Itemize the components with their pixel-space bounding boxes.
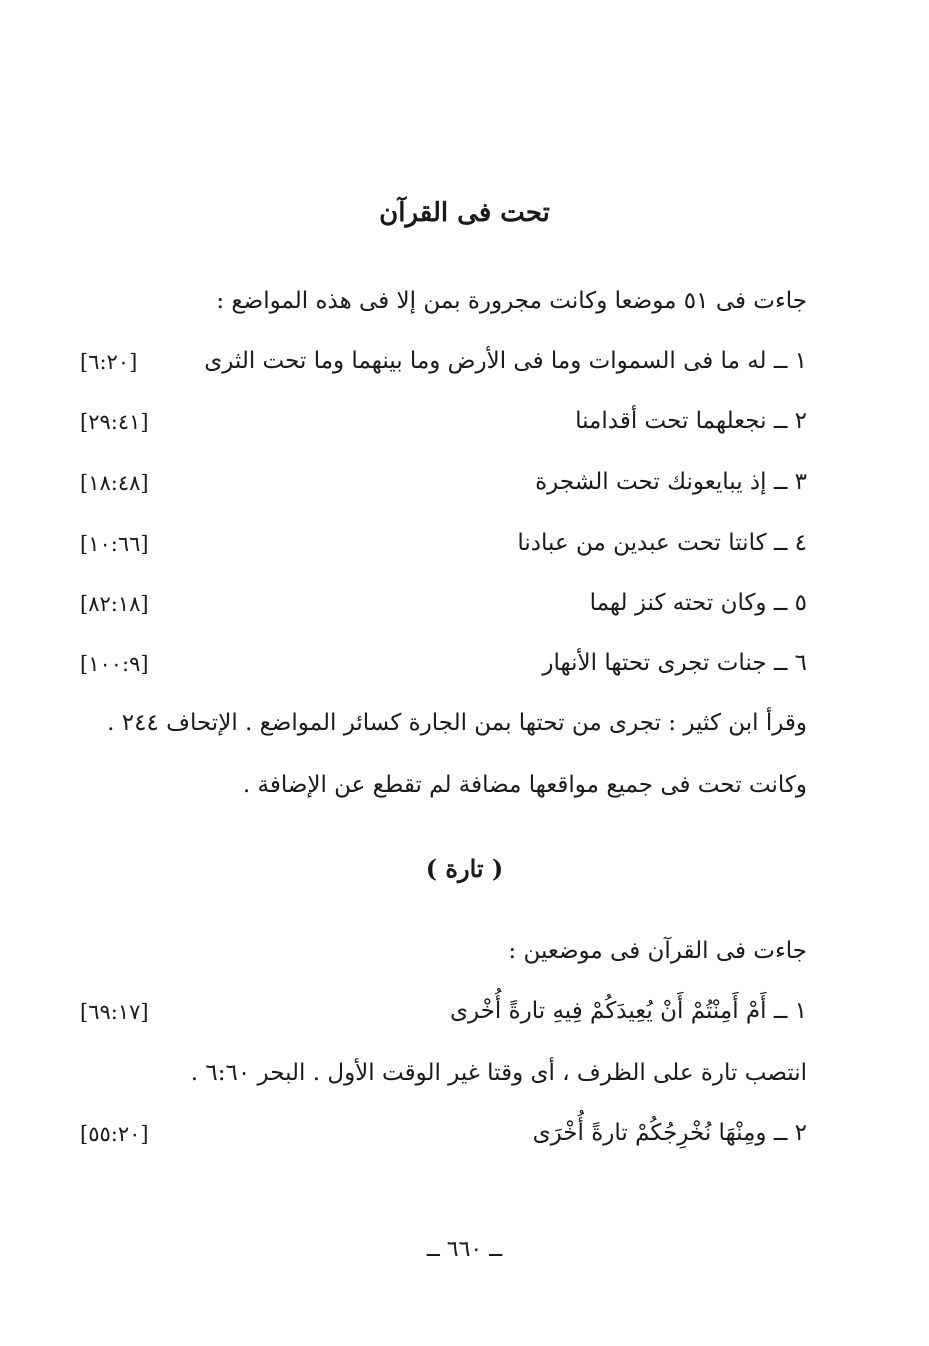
verse-text: ٦ ــ جنات تجرى تحتها الأنهار (542, 650, 807, 676)
verse-reference: [٨٢:١٨] (80, 592, 149, 616)
verse-reference: [١٠٠:٩] (80, 652, 149, 676)
verse-entry-3 (80, 469, 807, 503)
verse-text: ١ ــ له ما فى السموات وما فى الأرض وما بينهما وما تحت الثرى (204, 348, 807, 374)
verse-reference: [٦٩:١٧] (80, 1000, 149, 1024)
note-tara-zarf: انتصب تارة على الظرف ، أى وقتا غير الوقت الأول . البحر ٦:٦٠ . (190, 1060, 807, 1086)
verse-text: ٥ ــ وكان تحته كنز لهما (589, 590, 807, 616)
section-intro: جاءت فى ٥١ موضعا وكانت مجرورة بمن إلا فى هذه المواضع : (216, 288, 807, 314)
verse-reference: [١٠:٦٦] (80, 532, 149, 556)
verse-entry-tara-1 (80, 998, 807, 1032)
section2-intro: جاءت فى القرآن فى موضعين : (508, 938, 807, 964)
verse-reference: [٢٩:٤١] (80, 410, 149, 434)
verse-reference: [١٨:٤٨] (80, 471, 149, 495)
note-idafa: وكانت تحت فى جميع مواقعها مضافة لم تقطع عن الإضافة . (242, 772, 807, 798)
section-title-taht: تحت فى القرآن (379, 198, 550, 228)
verse-text: ١ ــ أَمْ أَمِنْتُمْ أَنْ يُعِيدَكُمْ فِيهِ تارةً أُخْرى (449, 998, 807, 1024)
verse-entry-1 (80, 348, 807, 382)
verse-text: ٤ ــ كانتا تحت عبدين من عبادنا (517, 530, 807, 556)
section-title-tara: ( تارة ) (425, 854, 504, 883)
verse-text: ٢ ــ نجعلهما تحت أقدامنا (575, 408, 807, 434)
verse-text: ٣ ــ إذ يبايعونك تحت الشجرة (535, 469, 807, 495)
note-ibn-kathir: وقرأ ابن كثير : تجرى من تحتها بمن الجارة كسائر المواضع . الإتحاف ٢٤٤ . (107, 710, 807, 736)
verse-entry-4 (80, 530, 807, 564)
verse-entry-2 (80, 408, 807, 442)
verse-entry-5 (80, 590, 807, 624)
verse-reference: [٥٥:٢٠] (80, 1122, 149, 1146)
verse-text: ٢ ــ ومِنْهَا نُخْرِجُكُمْ تارةً أُخْرَى (532, 1120, 807, 1146)
verse-entry-6 (80, 650, 807, 684)
verse-reference: [٦:٢٠] (80, 350, 138, 374)
verse-entry-tara-2 (80, 1120, 807, 1154)
page-number: ــ ٦٦٠ ــ (426, 1237, 503, 1262)
